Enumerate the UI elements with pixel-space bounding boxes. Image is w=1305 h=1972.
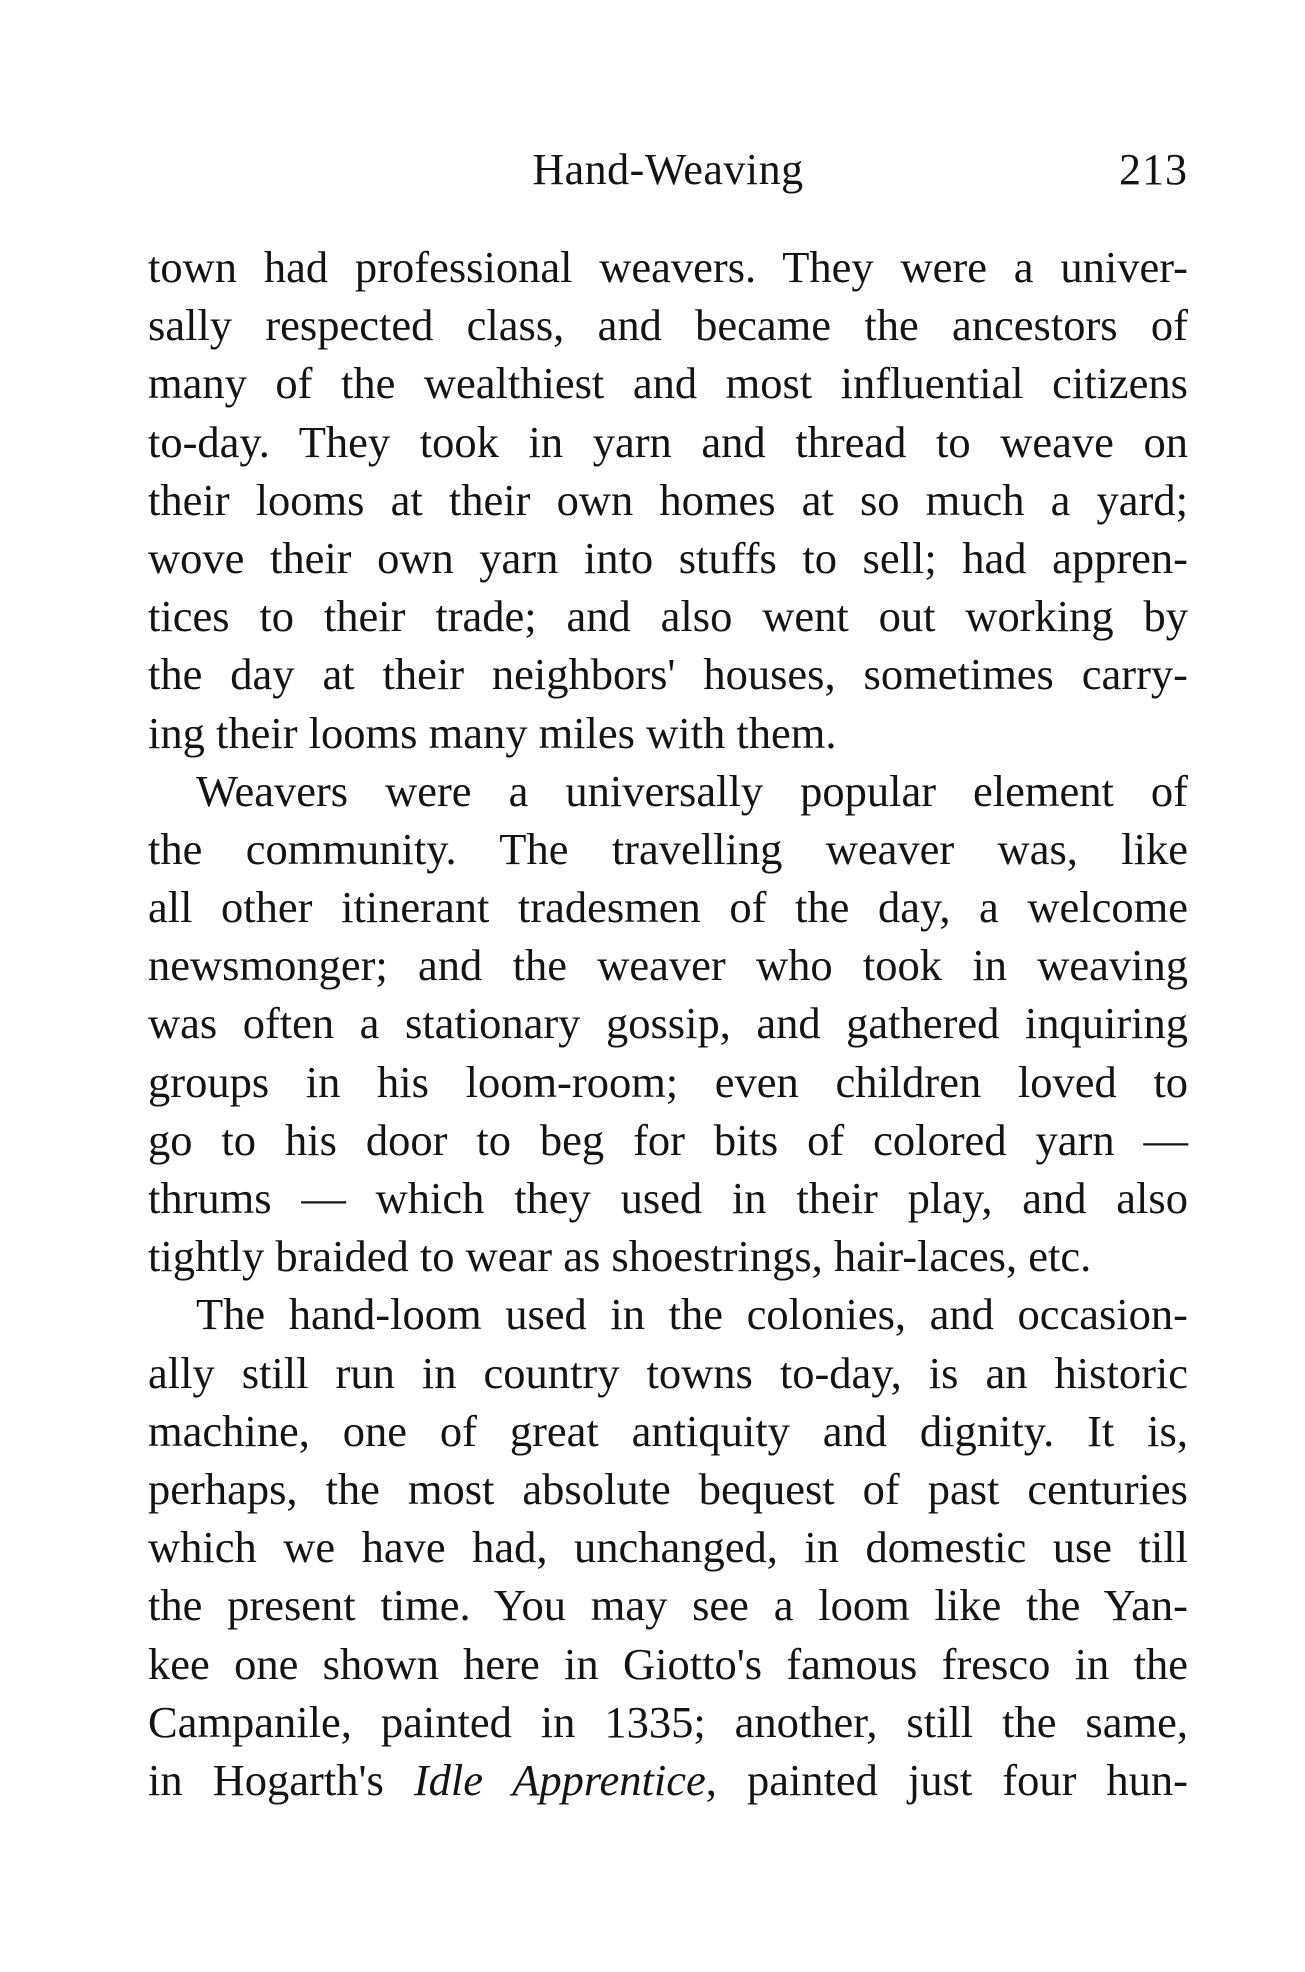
text-line: all other itinerant tradesmen of the day, a welcome: [148, 882, 1188, 933]
text-line: Weavers were a universally popular element of: [196, 765, 1188, 816]
text-line: the community. The travelling weaver was, like: [148, 823, 1188, 874]
text-run: in Hogarth's: [148, 1754, 414, 1805]
text-line: wove their own yarn into stuffs to sell; had appren-: [148, 532, 1188, 583]
page-number: 213: [1119, 145, 1188, 194]
running-title: Hand-Weaving: [532, 145, 804, 194]
text-line: their looms at their own homes at so much a yard;: [148, 474, 1188, 525]
text-run: , painted just four hun-: [705, 1754, 1188, 1805]
text-line: the present time. You may see a loom like the Yan-: [148, 1580, 1188, 1631]
text-line: was often a stationary gossip, and gathered inquiring: [148, 998, 1188, 1049]
text-line: town had professional weavers. They were a univer-: [148, 242, 1188, 292]
text-line: newsmonger; and the weaver who took in weaving: [148, 940, 1188, 991]
italic-title: Idle Apprentice: [413, 1754, 706, 1805]
text-line: ally still run in country towns to-day, is an historic: [148, 1347, 1188, 1398]
text-line: groups in his loom-room; even children loved to: [148, 1056, 1188, 1107]
text-line: go to his door to beg for bits of colored yarn —: [148, 1114, 1188, 1165]
running-head: [148, 140, 1188, 200]
text-line: machine, one of great antiquity and dignity. It is,: [148, 1405, 1188, 1456]
text-line: tices to their trade; and also went out working by: [148, 591, 1188, 642]
text-line: Campanile, painted in 1335; another, still the same,: [148, 1696, 1188, 1747]
text-line: the day at their neighbors' houses, sometimes carry-: [148, 649, 1188, 700]
text-line: to-day. They took in yarn and thread to weave on: [148, 416, 1188, 467]
text-line: sally respected class, and became the ancestors of: [148, 300, 1188, 351]
text-line: tightly braided to wear as shoestrings, hair-laces, etc.: [148, 1231, 1092, 1282]
text-line: thrums — which they used in their play, and also: [148, 1173, 1188, 1223]
text-line: many of the wealthiest and most influential citizens: [148, 358, 1188, 409]
text-line: which we have had, unchanged, in domestic use till: [148, 1522, 1188, 1573]
text-line: ing their looms many miles with them.: [148, 707, 837, 758]
body-text: [148, 238, 1188, 1809]
text-line: perhaps, the most absolute bequest of past centuries: [148, 1463, 1188, 1514]
text-line: kee one shown here in Giotto's famous fresco in the: [148, 1638, 1188, 1689]
text-line-final: [148, 1751, 1188, 1809]
text-line: The hand-loom used in the colonies, and occasion-: [196, 1289, 1188, 1340]
